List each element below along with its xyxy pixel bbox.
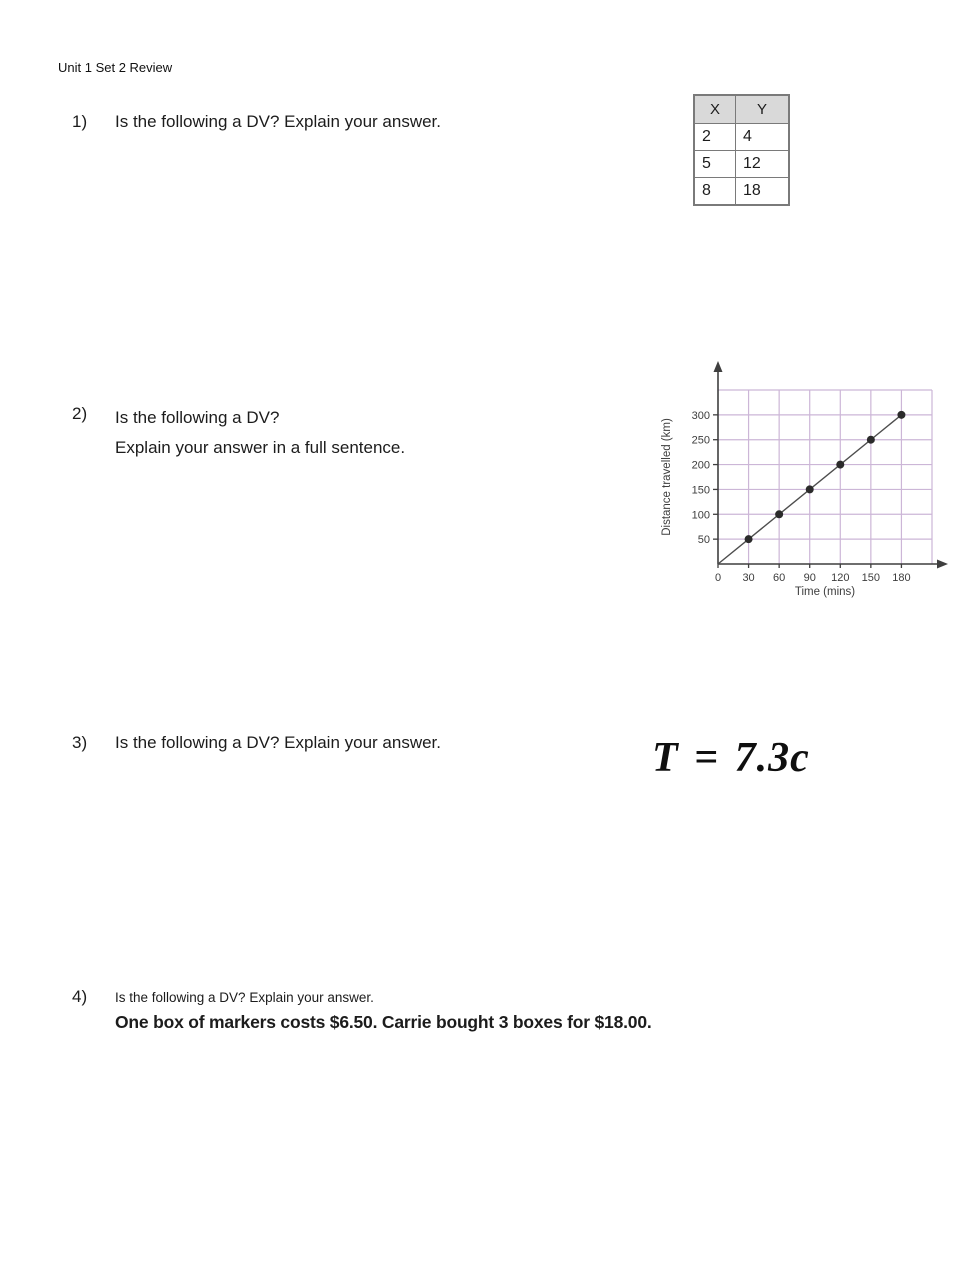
table-cell: 2 — [694, 124, 736, 151]
table-row — [694, 178, 789, 206]
y-axis-arrow-icon — [714, 361, 723, 372]
data-point — [775, 510, 783, 518]
distance-time-graph — [655, 358, 955, 603]
question-4-text — [115, 986, 652, 1033]
data-point — [867, 436, 875, 444]
question-1-text: Is the following a DV? Explain your answer. — [115, 112, 442, 131]
x-tick-label: 180 — [892, 572, 911, 584]
question-3-text: Is the following a DV? Explain your answer. — [115, 733, 442, 752]
data-point — [897, 411, 905, 419]
y-tick-label: 50 — [697, 534, 710, 547]
question-2-text — [115, 403, 405, 463]
x-tick-label: 30 — [742, 572, 755, 584]
question-2 — [72, 403, 405, 463]
x-axis-arrow-icon — [937, 560, 948, 569]
question-2-line2: Explain your answer in a full sentence. — [115, 438, 406, 457]
table-cell: 18 — [736, 178, 790, 206]
y-tick-label: 200 — [691, 459, 710, 472]
y-tick-label: 250 — [691, 434, 710, 447]
question-1 — [72, 111, 441, 133]
document-title: Unit 1 Set 2 Review — [58, 60, 173, 75]
table-cell: 8 — [694, 178, 736, 206]
xy-table-head-row — [694, 95, 789, 124]
data-point — [745, 535, 753, 543]
table-cell: 12 — [736, 151, 790, 178]
y-tick-label: 150 — [691, 484, 710, 497]
table-header-cell: X — [694, 95, 736, 124]
data-point — [806, 485, 814, 493]
question-2-line1: Is the following a DV? — [115, 408, 280, 427]
y-axis-label: Distance travelled (km) — [661, 418, 673, 536]
data-point — [836, 461, 844, 469]
question-4-line1: Is the following a DV? Explain your answer. — [115, 990, 374, 1005]
question-3 — [72, 732, 441, 754]
x-tick-label: 120 — [831, 572, 850, 584]
table-header-cell: Y — [736, 95, 790, 124]
xy-table-body — [694, 124, 789, 206]
table-row — [694, 124, 789, 151]
y-tick-label: 100 — [691, 509, 710, 522]
question-2-number: 2) — [72, 404, 88, 423]
table-row — [694, 151, 789, 178]
question-1-number: 1) — [72, 112, 88, 131]
x-tick-label: 0 — [714, 572, 722, 584]
question-4-line2: One box of markers costs $6.50. Carrie bought 3 boxes for $18.00. — [115, 1012, 652, 1032]
question-3-number: 3) — [72, 733, 88, 752]
x-tick-label: 150 — [861, 572, 881, 584]
question-4-number: 4) — [72, 987, 88, 1006]
y-tick-label: 300 — [691, 409, 710, 422]
question-4 — [72, 986, 652, 1033]
x-tick-label: 60 — [773, 572, 786, 584]
equation: T = 7.3c — [652, 735, 810, 781]
xy-table — [693, 94, 790, 206]
table-cell: 5 — [694, 151, 736, 178]
x-axis-label: Time (mins) — [794, 586, 856, 598]
x-tick-label: 90 — [803, 572, 816, 584]
table-cell: 4 — [736, 124, 790, 151]
